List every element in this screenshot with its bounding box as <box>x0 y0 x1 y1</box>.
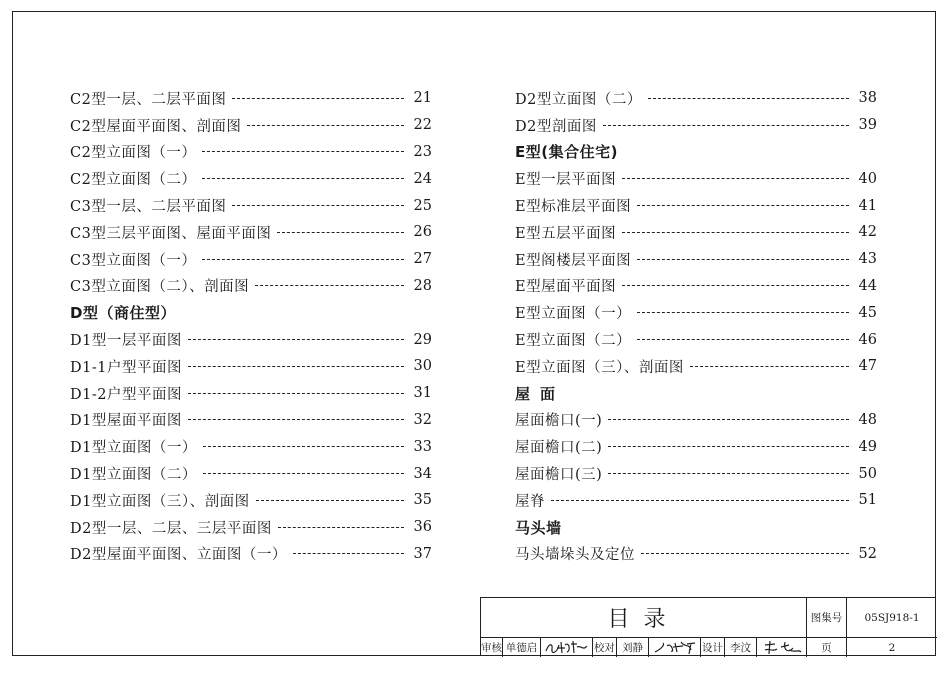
entry-title: E型立面图（三）、剖面图 <box>515 359 684 376</box>
entry-title: E型五层平面图 <box>515 225 617 242</box>
entry-page-number: 29 <box>413 331 432 348</box>
right-toc-entry <box>515 299 877 326</box>
section-heading: D型（商住型） <box>70 304 176 323</box>
leader-line <box>637 339 849 340</box>
left-toc-entry <box>70 487 432 514</box>
entry-page-number: 23 <box>413 143 432 160</box>
entry-title: D1-1户型平面图 <box>70 359 182 376</box>
entry-page-number: 21 <box>413 90 432 107</box>
left-toc-entry <box>70 165 432 192</box>
entry-page-number: 27 <box>413 251 432 268</box>
entry-title: C2型立面图（二） <box>70 172 197 189</box>
entry-title: E型屋面平面图 <box>515 279 617 296</box>
leader-line <box>232 98 404 99</box>
designer-signature <box>757 638 807 657</box>
left-toc-entry <box>70 219 432 246</box>
entry-page-number: 34 <box>413 465 432 482</box>
entry-title: E型一层平面图 <box>515 172 617 189</box>
review-label: 审核 <box>481 638 503 657</box>
leader-line <box>188 393 404 394</box>
leader-line <box>608 473 849 474</box>
check-label: 校对 <box>593 638 617 657</box>
left-toc-entry <box>70 514 432 541</box>
leader-line <box>603 125 849 126</box>
right-toc-entry <box>515 487 877 514</box>
leader-line <box>247 125 404 126</box>
entry-title: D1型立面图（二） <box>70 467 197 484</box>
entry-title: D2型立面图（二） <box>515 91 642 108</box>
left-toc-entry <box>70 192 432 219</box>
entry-title: D2型屋面平面图、立面图（一） <box>70 547 287 564</box>
leader-line <box>622 178 849 179</box>
entry-page-number: 37 <box>413 545 432 562</box>
right-toc-entry <box>515 246 877 273</box>
reviewer-signature <box>541 638 593 657</box>
entry-page-number: 32 <box>413 411 432 428</box>
leader-line <box>637 259 849 260</box>
title-block <box>480 597 936 656</box>
entry-title: 屋面檐口(三) <box>515 467 603 484</box>
leader-line <box>622 232 849 233</box>
entry-title: 屋脊 <box>515 493 545 510</box>
leader-line <box>256 500 404 501</box>
checker-name: 刘静 <box>617 638 649 657</box>
leader-line <box>622 285 849 286</box>
checker-signature-mark <box>651 639 699 656</box>
left-toc-entry <box>70 139 432 166</box>
entry-title: E型立面图（二） <box>515 333 632 350</box>
entry-title: C2型一层、二层平面图 <box>70 91 227 108</box>
checker-signature <box>649 638 701 657</box>
entry-page-number: 41 <box>858 197 877 214</box>
designer-name: 李汶 <box>725 638 757 657</box>
entry-page-number: 51 <box>858 492 877 509</box>
section-heading: 马头墙 <box>515 518 562 537</box>
entry-title: D1型一层平面图 <box>70 333 182 350</box>
leader-line <box>641 553 849 554</box>
atlas-number: 05SJ918-1 <box>847 598 937 638</box>
document-title: 目录 <box>481 598 807 638</box>
entry-page-number: 31 <box>413 385 432 402</box>
reviewer-name: 单德启 <box>503 638 541 657</box>
entry-title: D2型剖面图 <box>515 118 597 135</box>
designer-signature-mark <box>759 639 805 656</box>
entry-page-number: 48 <box>858 411 877 428</box>
right-toc-entry <box>515 273 877 300</box>
entry-title: D1型立面图（三）、剖面图 <box>70 493 250 510</box>
leader-line <box>608 419 849 420</box>
entry-page-number: 38 <box>858 90 877 107</box>
entry-page-number: 50 <box>858 465 877 482</box>
leader-line <box>188 366 404 367</box>
leader-line <box>255 285 404 286</box>
leader-line <box>203 473 404 474</box>
entry-page-number: 45 <box>858 304 877 321</box>
right-toc-entry <box>515 165 877 192</box>
entry-page-number: 39 <box>858 117 877 134</box>
entry-title: E型立面图（一） <box>515 306 632 323</box>
leader-line <box>637 205 849 206</box>
entry-page-number: 46 <box>858 331 877 348</box>
entry-title: C2型立面图（一） <box>70 145 197 162</box>
right-toc-entry <box>515 433 877 460</box>
entry-title: 马头墙垛头及定位 <box>515 547 635 564</box>
left-toc-entry <box>70 85 432 112</box>
entry-page-number: 49 <box>858 438 877 455</box>
right-toc-entry <box>515 541 877 568</box>
reviewer-signature-mark <box>543 639 591 656</box>
left-toc-entry <box>70 326 432 353</box>
entry-title: E型阁楼层平面图 <box>515 252 632 269</box>
entry-page-number: 47 <box>858 358 877 375</box>
right-toc-entry <box>515 192 877 219</box>
atlas-number-label: 图集号 <box>807 598 847 638</box>
toc-left-column <box>70 85 432 567</box>
leader-line <box>690 366 849 367</box>
entry-page-number: 44 <box>858 277 877 294</box>
entry-page-number: 52 <box>858 545 877 562</box>
left-toc-entry <box>70 407 432 434</box>
entry-page-number: 28 <box>413 277 432 294</box>
leader-line <box>188 419 404 420</box>
section-heading: E型(集合住宅) <box>515 143 618 162</box>
entry-title: C3型立面图（一） <box>70 252 197 269</box>
left-toc-entry <box>70 273 432 300</box>
left-toc-entry <box>70 246 432 273</box>
leader-line <box>293 553 404 554</box>
section-heading: 屋面 <box>515 384 566 403</box>
leader-line <box>551 500 849 501</box>
right-toc-entry <box>515 460 877 487</box>
entry-page-number: 24 <box>413 170 432 187</box>
right-toc-entry <box>515 326 877 353</box>
entry-title: D1型立面图（一） <box>70 440 197 457</box>
entry-page-number: 42 <box>858 224 877 241</box>
left-toc-entry <box>70 460 432 487</box>
page-label: 页 <box>807 638 847 657</box>
entry-page-number: 33 <box>413 438 432 455</box>
left-toc-entry <box>70 433 432 460</box>
leader-line <box>188 339 404 340</box>
entry-title: 屋面檐口(二) <box>515 440 603 457</box>
leader-line <box>232 205 404 206</box>
leader-line <box>277 232 404 233</box>
entry-page-number: 25 <box>413 197 432 214</box>
leader-line <box>202 151 404 152</box>
leader-line <box>648 98 849 99</box>
left-toc-entry <box>70 541 432 568</box>
entry-page-number: 30 <box>413 358 432 375</box>
entry-page-number: 40 <box>858 170 877 187</box>
right-toc-entry <box>515 112 877 139</box>
entry-title: C3型立面图（二）、剖面图 <box>70 279 250 296</box>
entry-title: E型标准层平面图 <box>515 199 632 216</box>
entry-title: D1-2户型平面图 <box>70 386 182 403</box>
entry-title: D2型一层、二层、三层平面图 <box>70 520 272 537</box>
right-toc-entry <box>515 407 877 434</box>
design-label: 设计 <box>701 638 725 657</box>
right-toc-entry <box>515 353 877 380</box>
right-toc-entry <box>515 219 877 246</box>
entry-page-number: 35 <box>413 492 432 509</box>
entry-title: D1型屋面平面图 <box>70 413 182 430</box>
entry-page-number: 43 <box>858 251 877 268</box>
entry-page-number: 22 <box>413 117 432 134</box>
leader-line <box>637 312 849 313</box>
left-toc-entry <box>70 112 432 139</box>
left-toc-entry <box>70 353 432 380</box>
leader-line <box>278 527 404 528</box>
entry-title: C2型屋面平面图、剖面图 <box>70 118 242 135</box>
leader-line <box>608 446 849 447</box>
entry-title: C3型三层平面图、屋面平面图 <box>70 225 272 242</box>
page-number: 2 <box>888 641 896 654</box>
leader-line <box>203 446 404 447</box>
left-toc-entry <box>70 380 432 407</box>
entry-page-number: 36 <box>413 519 432 536</box>
entry-page-number: 26 <box>413 224 432 241</box>
entry-title: C3型一层、二层平面图 <box>70 199 227 216</box>
entry-title: 屋面檐口(一) <box>515 413 603 430</box>
toc-right-column <box>515 85 877 567</box>
leader-line <box>202 178 404 179</box>
leader-line <box>202 259 404 260</box>
right-toc-entry <box>515 85 877 112</box>
